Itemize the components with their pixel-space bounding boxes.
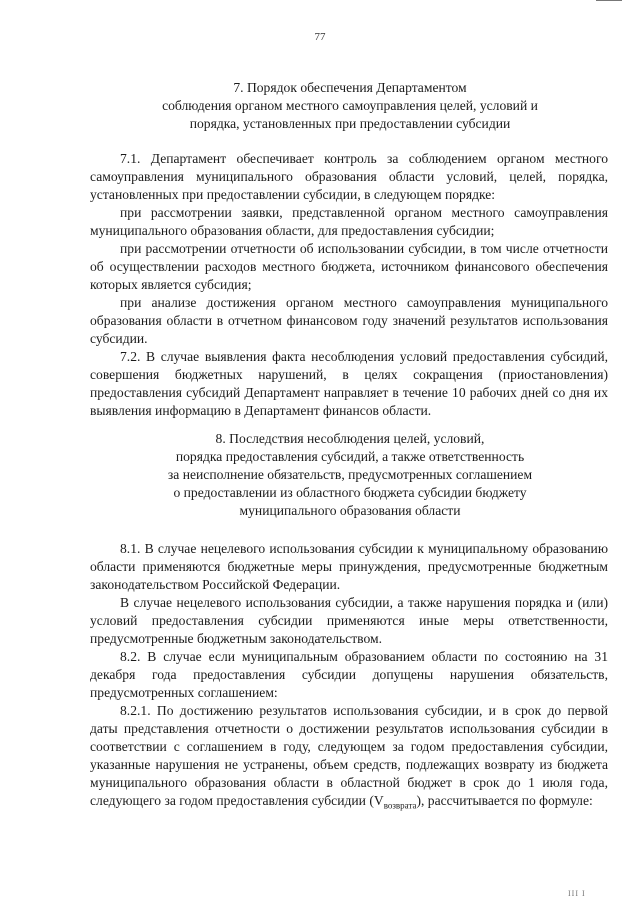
page-number: 77 xyxy=(314,31,326,43)
section-8-heading-line: муниципального образования области xyxy=(239,503,461,518)
section-8-heading xyxy=(90,430,610,520)
section-7-heading-line: 7. Порядок обеспечения Департаментом xyxy=(233,80,467,95)
section-8-heading-line: за неисполнение обязательств, предусмотренных соглашением xyxy=(167,467,533,482)
paragraph-7-2: 7.2. В случае выявления факта несоблюдения условий предоставления субсидий, совершения бюджетных нарушений, в целях сокращения (приостановления) предоставления субсидий Департамент направляет в течение 10 рабочих дней со дня их выявления информацию в Департамент финансов области. xyxy=(90,349,608,418)
section-7-heading-line: соблюдения органом местного самоуправления целей, условий и xyxy=(162,98,538,113)
paragraph-7-1-item: при анализе достижения органом местного самоуправления муниципального образования области в отчетном финансовом году значений результатов использования субсидии. xyxy=(90,295,608,346)
formula-subscript: возврата xyxy=(383,800,417,811)
footer-mark: III I xyxy=(568,889,586,898)
paragraph-8-2-1 xyxy=(90,702,608,815)
section-8-heading-line: 8. Последствия несоблюдения целей, условий, xyxy=(215,431,485,446)
paragraph-7-1-item: при рассмотрении отчетности об использовании субсидии, в том числе отчетности об осуществлении расходов местного бюджета, источником финансового обеспечения которых является субсидия; xyxy=(90,241,608,292)
paragraph-8-2-1-tail: ), рассчитывается по формуле: xyxy=(416,793,593,808)
paragraph-8-1: 8.1. В случае нецелевого использования субсидии к муниципальному образованию области применяются бюджетные меры принуждения, предусмотренные бюджетным законодательством Российской Федерации. xyxy=(90,541,608,592)
paragraph-8-1-2: В случае нецелевого использования субсидии, а также нарушения порядка и (или) условий предоставления субсидии применяются иные меры ответственности, предусмотренные бюджетным законодательством. xyxy=(90,595,608,646)
paragraph-7-1: 7.1. Департамент обеспечивает контроль за соблюдением органом местного самоуправления муниципального образования области условий, целей, порядка, установленных при предоставлении субсидии, в следующем порядке: xyxy=(90,151,608,202)
section-8-heading-line: порядка предоставления субсидий, а также ответственность xyxy=(175,449,525,464)
section-7-heading-line: порядка, установленных при предоставлении субсидии xyxy=(189,116,511,131)
section-7-heading xyxy=(90,79,610,133)
paragraph-8-2-1-text: 8.2.1. По достижению результатов использования субсидии, и в срок до первой даты представления отчетности о достижении результатов использования субсидии в соответствии с соглашением в году, следующем за годом предоставления субсидии, указанные нарушения не устранены, объем средств, подлежащих возврату из бюджета муниципального образования области в областной бюджет в срок до 1 июля года, следующего за годом предоставления субсидии (V xyxy=(90,703,608,808)
paragraph-8-2: 8.2. В случае если муниципальным образованием области по состоянию на 31 декабря года предоставления субсидии допущены нарушения обязательств, предусмотренных соглашением: xyxy=(90,649,608,700)
section-7-body xyxy=(90,150,608,420)
section-8-heading-line: о предоставлении из областного бюджета субсидии бюджету xyxy=(173,485,527,500)
corner-mark xyxy=(596,0,622,4)
section-8-body xyxy=(90,540,608,815)
paragraph-7-1-item: при рассмотрении заявки, представленной органом местного самоуправления муниципального образования области, для предоставления субсидии; xyxy=(90,205,608,238)
